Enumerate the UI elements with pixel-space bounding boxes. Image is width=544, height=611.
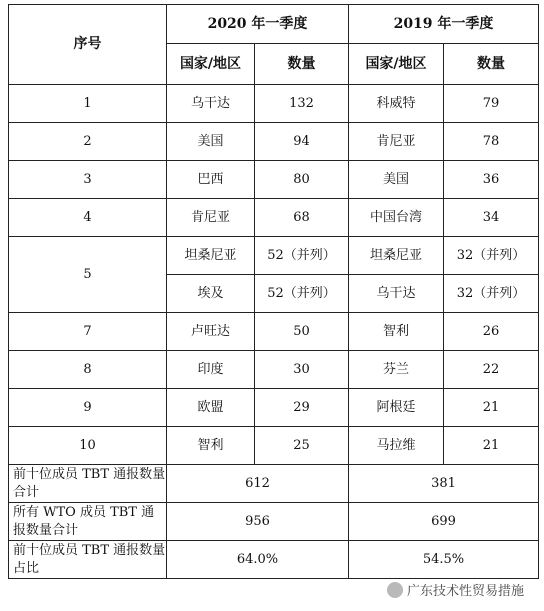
country-2020-cell: 埃及 bbox=[167, 275, 255, 313]
country-2019-cell: 智利 bbox=[349, 313, 444, 351]
summary-value-2019: 54.5% bbox=[349, 541, 539, 579]
count-2020-cell: 52（并列） bbox=[255, 237, 349, 275]
seq-cell: 1 bbox=[9, 85, 167, 123]
count-2019-cell: 22 bbox=[444, 351, 539, 389]
summary-row bbox=[9, 465, 539, 503]
tbt-notification-table bbox=[8, 4, 539, 579]
seq-cell: 9 bbox=[9, 389, 167, 427]
count-2019-cell: 32（并列） bbox=[444, 237, 539, 275]
seq-cell: 5 bbox=[9, 237, 167, 313]
summary-value-2020: 612 bbox=[167, 465, 349, 503]
count-2019-cell: 21 bbox=[444, 389, 539, 427]
header-count-2020: 数量 bbox=[255, 44, 349, 85]
summary-value-2019: 699 bbox=[349, 503, 539, 541]
country-2019-cell: 马拉维 bbox=[349, 427, 444, 465]
table-row bbox=[9, 237, 539, 275]
header-seq: 序号 bbox=[9, 5, 167, 85]
country-2020-cell: 坦桑尼亚 bbox=[167, 237, 255, 275]
country-2020-cell: 卢旺达 bbox=[167, 313, 255, 351]
seq-cell: 8 bbox=[9, 351, 167, 389]
table-row bbox=[9, 85, 539, 123]
country-2020-cell: 乌干达 bbox=[167, 85, 255, 123]
count-2019-cell: 79 bbox=[444, 85, 539, 123]
country-2020-cell: 肯尼亚 bbox=[167, 199, 255, 237]
header-count-2019: 数量 bbox=[444, 44, 539, 85]
table-row bbox=[9, 161, 539, 199]
table-row bbox=[9, 427, 539, 465]
seq-cell: 10 bbox=[9, 427, 167, 465]
country-2019-cell: 科威特 bbox=[349, 85, 444, 123]
country-2019-cell: 阿根廷 bbox=[349, 389, 444, 427]
summary-value-2020: 64.0% bbox=[167, 541, 349, 579]
count-2020-cell: 80 bbox=[255, 161, 349, 199]
table-row bbox=[9, 313, 539, 351]
header-2020: 2020 年一季度 bbox=[167, 5, 349, 44]
seq-cell: 4 bbox=[9, 199, 167, 237]
count-2020-cell: 132 bbox=[255, 85, 349, 123]
header-country-2020: 国家/地区 bbox=[167, 44, 255, 85]
country-2020-cell: 欧盟 bbox=[167, 389, 255, 427]
count-2019-cell: 78 bbox=[444, 123, 539, 161]
count-2019-cell: 32（并列） bbox=[444, 275, 539, 313]
country-2019-cell: 坦桑尼亚 bbox=[349, 237, 444, 275]
count-2020-cell: 68 bbox=[255, 199, 349, 237]
seq-cell: 7 bbox=[9, 313, 167, 351]
watermark bbox=[387, 580, 524, 599]
count-2020-cell: 94 bbox=[255, 123, 349, 161]
country-2020-cell: 巴西 bbox=[167, 161, 255, 199]
table-row bbox=[9, 123, 539, 161]
count-2019-cell: 36 bbox=[444, 161, 539, 199]
summary-row bbox=[9, 503, 539, 541]
count-2020-cell: 25 bbox=[255, 427, 349, 465]
header-2019: 2019 年一季度 bbox=[349, 5, 539, 44]
table-row bbox=[9, 199, 539, 237]
summary-label: 前十位成员 TBT 通报数量合计 bbox=[9, 465, 167, 503]
seq-cell: 3 bbox=[9, 161, 167, 199]
wechat-icon bbox=[387, 582, 403, 598]
count-2020-cell: 30 bbox=[255, 351, 349, 389]
summary-row bbox=[9, 541, 539, 579]
count-2020-cell: 50 bbox=[255, 313, 349, 351]
count-2020-cell: 52（并列） bbox=[255, 275, 349, 313]
table-row bbox=[9, 389, 539, 427]
seq-cell: 2 bbox=[9, 123, 167, 161]
country-2019-cell: 乌干达 bbox=[349, 275, 444, 313]
country-2019-cell: 芬兰 bbox=[349, 351, 444, 389]
count-2019-cell: 34 bbox=[444, 199, 539, 237]
count-2019-cell: 21 bbox=[444, 427, 539, 465]
summary-value-2020: 956 bbox=[167, 503, 349, 541]
country-2019-cell: 肯尼亚 bbox=[349, 123, 444, 161]
count-2020-cell: 29 bbox=[255, 389, 349, 427]
header-country-2019: 国家/地区 bbox=[349, 44, 444, 85]
count-2019-cell: 26 bbox=[444, 313, 539, 351]
country-2019-cell: 中国台湾 bbox=[349, 199, 444, 237]
country-2020-cell: 印度 bbox=[167, 351, 255, 389]
country-2020-cell: 美国 bbox=[167, 123, 255, 161]
watermark-text: 广东技术性贸易措施 bbox=[406, 584, 524, 599]
table-row bbox=[9, 351, 539, 389]
summary-label: 前十位成员 TBT 通报数量占比 bbox=[9, 541, 167, 579]
summary-label: 所有 WTO 成员 TBT 通报数量合计 bbox=[9, 503, 167, 541]
summary-value-2019: 381 bbox=[349, 465, 539, 503]
country-2019-cell: 美国 bbox=[349, 161, 444, 199]
country-2020-cell: 智利 bbox=[167, 427, 255, 465]
